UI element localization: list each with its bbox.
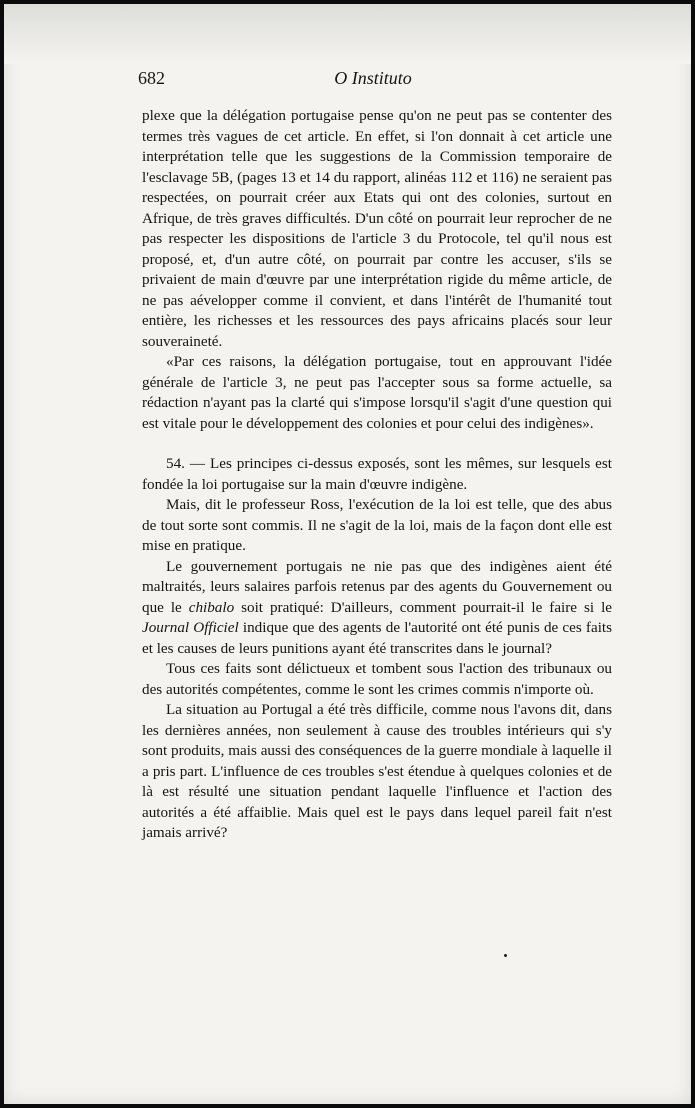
text-after-journal: indique que des agents de l'autorité ont été punis de ces faits et les causes de leurs punitions ayant été transcrites dans le journal?: [142, 619, 612, 657]
page-header: [138, 68, 608, 94]
scan-shadow: [4, 4, 691, 64]
paragraph-ross: Mais, dit le professeur Ross, l'exécution de la loi est telle, que des abus de tout sorte sont commis. Il ne s'agit de la loi, mais de la façon dont elle est mise en pratique.: [142, 496, 612, 554]
scan-speck: [504, 954, 507, 957]
body-text: [142, 106, 612, 844]
paragraph-facts: Tous ces faits sont délictueux et tombent sous l'action des tribunaux ou des autorités compétentes, comme le sont les crimes commis n'importe où.: [142, 660, 612, 698]
paragraph-quote: «Par ces raisons, la délégation portugaise, tout en approuvant l'idée générale de l'article 3, ne peut pas l'accepter sous sa forme actuelle, sa rédaction n'ayant pas la clarté qui s'impose lorsqu'il s'agit d'une question qui est vitale pour le développement des colonies et pour celui des indigènes».: [142, 353, 612, 432]
paragraph-54: 54. — Les principes ci-dessus exposés, sont les mêmes, sur lesquels est fondée la loi portugaise sur la main d'œuvre indigène.: [142, 455, 612, 493]
paragraph-government: [142, 557, 612, 660]
text-before-chibalo: Le gouvernement portugais ne nie pas que des indigènes aient été maltraités, leurs salaires parfois retenus par des agents du Gouvernement ou que le: [142, 557, 612, 616]
text-between-terms: soit pratiqué: D'ailleurs, comment pourrait-il le faire si le: [234, 598, 612, 616]
page-number: 682: [138, 68, 165, 88]
scanned-page: [4, 4, 691, 1104]
chibalo-term: chibalo: [188, 598, 235, 616]
journal-officiel-title: Journal Officiel: [142, 619, 239, 636]
running-title: O Instituto: [334, 68, 412, 88]
paragraph-continuation: plexe que la délégation portugaise pense qu'on ne peut pas se contenter des termes très vagues de cet article. En effet, si l'on donnait à cet article une interprétation telle que les suggestions de la Commission temporaire de l'esclavage 5B, (pages 13 et 14 du rapport, alinéas 112 et 116) ne seraient pas respectées, on pourrait créer aux Etats qui ont des colonies, surtout en Afrique, de très graves difficultés. D'un côté on pourrait leur reprocher de ne pas respecter les dispositions de l'article 3 du Protocole, tel qu'il nous est proposé, et, d'un autre côté, on pourrait par contre les accuser, s'ils se privaient de main d'œuvre par une interprétation rigide du même article, de ne pas aévelopper comme il convient, et dans l'intérêt de l'humanité tout entière, les richesses et les ressources des pays africains placés sour leur souveraineté.: [142, 107, 612, 350]
paragraph-situation: La situation au Portugal a été très difficile, comme nous l'avons dit, dans les dernières années, non seulement à cause des troubles intérieurs qui s'y sont produits, mais aussi des conséquences de la guerre mondiale à laquelle il a pris part. L'influence de ces troubles s'est étendue à quelques colonies et de là est résulté une situation pendant laquelle l'influence et l'action des autorités a été affaiblie. Mais quel est le pays dans lequel pareil fait n'est jamais arrivé?: [142, 701, 612, 841]
